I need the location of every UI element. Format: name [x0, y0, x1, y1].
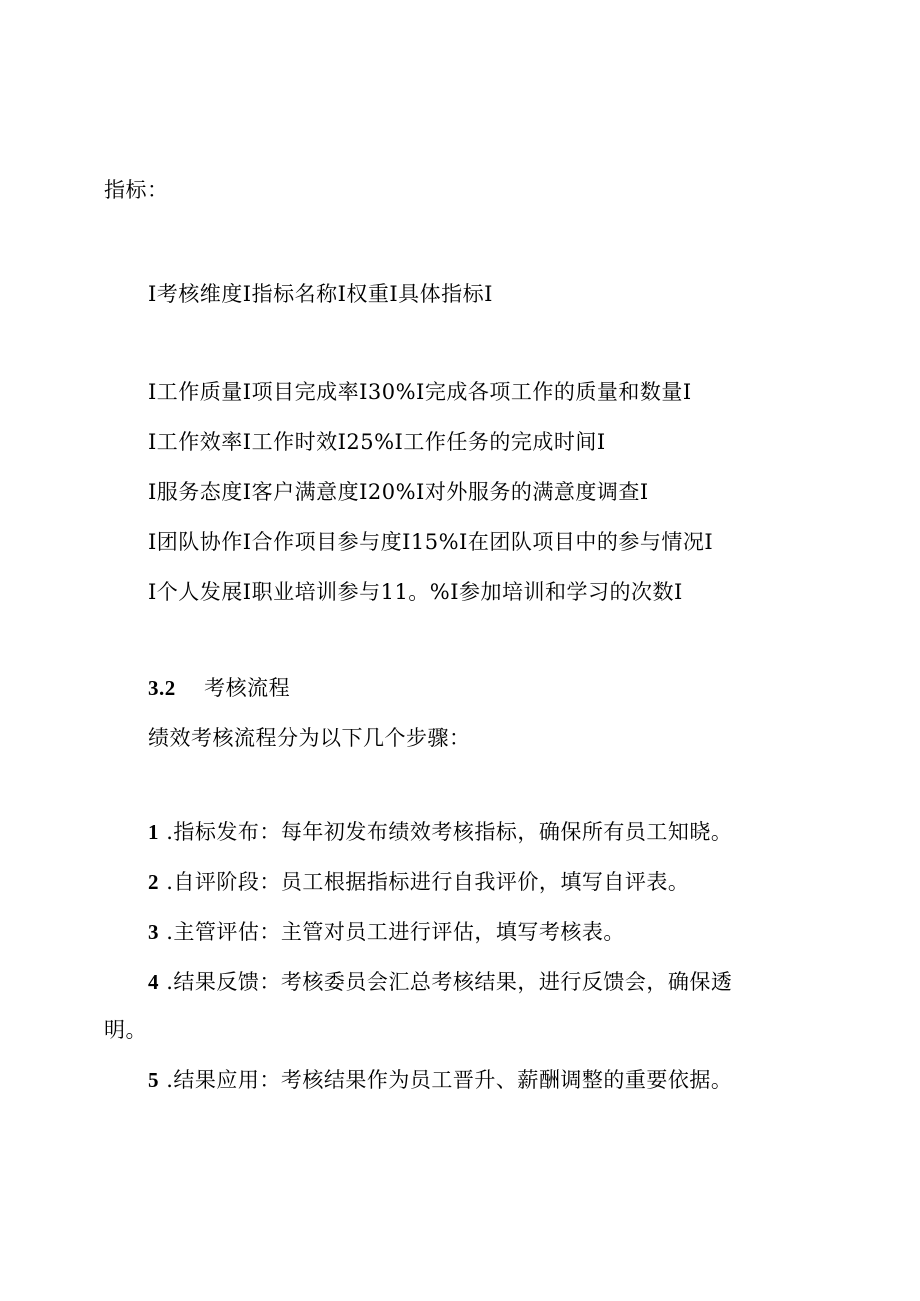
step-text: .结果反馈：考核委员会汇总考核结果，进行反馈会，确保透	[166, 970, 733, 994]
step-number: 5	[148, 1068, 159, 1092]
step-text: .指标发布：每年初发布绩效考核指标，确保所有员工知晓。	[166, 820, 733, 844]
step-number: 1	[148, 820, 159, 844]
table-row: I服务态度I客户满意度I20%I对外服务的满意度调查I	[148, 480, 649, 504]
step-text: .主管评估：主管对员工进行评估，填写考核表。	[166, 920, 625, 944]
list-item	[148, 1066, 732, 1094]
table-row: I工作效率I工作时效I25%I工作任务的完成时间I	[148, 430, 606, 454]
list-item	[148, 868, 689, 896]
table-row: I工作质量I项目完成率I30%I完成各项工作的质量和数量I	[148, 380, 692, 404]
section-number: 3.2	[148, 676, 176, 700]
step-text: .自评阶段：员工根据指标进行自我评价，填写自评表。	[166, 870, 690, 894]
step-number: 3	[148, 920, 159, 944]
step-number: 2	[148, 870, 159, 894]
table-row: I团队协作I合作项目参与度I15%I在团队项目中的参与情况I	[148, 530, 714, 554]
list-item	[148, 818, 732, 846]
table-row: I个人发展I职业培训参与11。%I参加培训和学习的次数I	[148, 580, 683, 604]
section-title: 考核流程	[204, 676, 291, 700]
list-item-continuation: 明。	[104, 1018, 147, 1042]
section-heading	[148, 674, 290, 702]
step-number: 4	[148, 970, 159, 994]
table-header-row: I考核维度I指标名称I权重I具体指标I	[148, 282, 493, 306]
step-text: .结果应用：考核结果作为员工晋升、薪酬调整的重要依据。	[166, 1068, 733, 1092]
list-item	[148, 918, 625, 946]
section-intro: 绩效考核流程分为以下几个步骤：	[148, 726, 471, 750]
intro-label: 指标：	[104, 178, 169, 202]
list-item	[148, 968, 732, 996]
